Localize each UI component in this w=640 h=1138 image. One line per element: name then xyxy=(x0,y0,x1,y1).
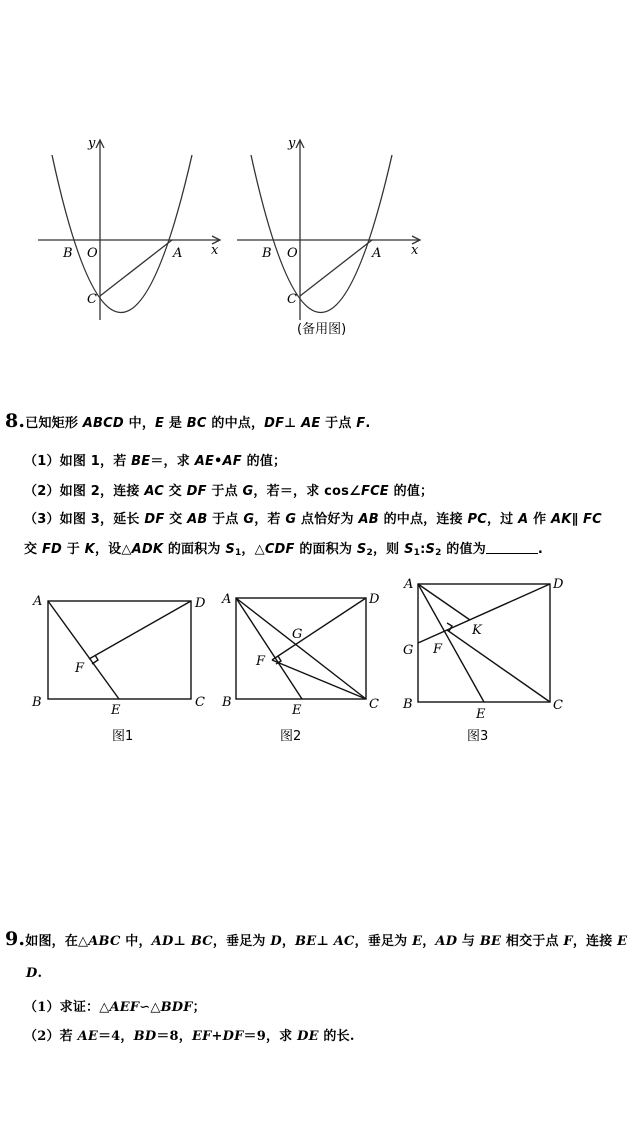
label-c: C xyxy=(87,292,97,307)
label-k: K xyxy=(472,623,482,638)
question-number: 9. xyxy=(5,928,26,950)
label-g: G xyxy=(403,643,414,658)
label-a: A xyxy=(33,594,43,609)
q8-part3-line2: 交 FD 于 K，设△ADK 的面积为 $S_1$，△CDF 的面积为 $S_2$，则 $S_1:S_2$ 的值为 . xyxy=(24,542,544,558)
q8-stem: 8.已知矩形 ABCD 中，E 是 BC 的中点，DF⊥ AE 于点 F. xyxy=(5,410,371,432)
figure-2-labels xyxy=(221,592,380,744)
segment-fc xyxy=(447,630,550,702)
label-o: O xyxy=(287,246,298,261)
parabola-curve xyxy=(52,155,192,313)
label-b: B xyxy=(222,695,232,710)
label-c: C xyxy=(287,292,297,307)
label-b: B xyxy=(262,246,272,261)
segment-ae xyxy=(236,598,302,699)
answer-blank xyxy=(486,542,538,554)
segment-ak xyxy=(418,584,470,620)
q9-part1: （1）求证：△AEF∽△BDF； xyxy=(24,1000,206,1015)
graph-left xyxy=(38,140,220,320)
q9-stem-line2: D. xyxy=(26,966,43,981)
q9-part2: （2）若 AE＝4，BD＝8，EF+DF＝9，求 DE 的长. xyxy=(24,1029,355,1044)
graph-left-labels xyxy=(62,136,219,307)
figure-3-labels xyxy=(402,577,564,744)
label-e: E xyxy=(111,703,121,718)
label-x: x xyxy=(411,243,419,258)
graph-right xyxy=(237,140,420,320)
label-f: F xyxy=(256,654,266,669)
figure-1 xyxy=(48,601,191,699)
backup-caption: (备用图) xyxy=(297,322,347,337)
label-a: A xyxy=(372,246,382,261)
segment-ae xyxy=(418,584,484,702)
figure-3-caption: 图3 xyxy=(467,729,489,744)
label-d: D xyxy=(195,596,206,611)
label-e: E xyxy=(476,707,486,722)
label-e: E xyxy=(292,703,302,718)
segment-ca xyxy=(100,240,172,296)
label-c: C xyxy=(369,697,379,712)
figure-1-caption: 图1 xyxy=(112,729,134,744)
segment-df xyxy=(89,601,191,659)
label-a: A xyxy=(173,246,183,261)
segment-ae xyxy=(48,601,119,699)
segment-fc xyxy=(272,660,366,699)
figure-2-caption: 图2 xyxy=(280,729,302,744)
q8-part3-line1: （3）如图 3，延长 DF 交 AB 于点 G，若 G 点恰好为 AB 的中点，连接 PC，过 A 作 AK∥ FC xyxy=(24,512,602,527)
label-c: C xyxy=(195,695,205,710)
graph-right-labels xyxy=(261,136,419,337)
label-b: B xyxy=(32,695,42,710)
parabola-figures xyxy=(0,130,640,345)
label-d: D xyxy=(369,592,380,607)
q8-part2: （2）如图 2，连接 AC 交 DF 于点 G，若＝，求 cos∠FCE 的值； xyxy=(24,484,434,499)
label-x: x xyxy=(211,243,219,258)
segment-df xyxy=(272,598,366,660)
label-d: D xyxy=(553,577,564,592)
label-a: A xyxy=(404,577,414,592)
label-g: G xyxy=(292,627,303,642)
question-number: 8. xyxy=(5,410,26,432)
figure-1-labels xyxy=(31,594,206,744)
label-b: B xyxy=(63,246,73,261)
label-c: C xyxy=(553,698,563,713)
label-f: F xyxy=(75,661,85,676)
segment-ca xyxy=(300,240,372,296)
parabola-curve xyxy=(251,155,392,313)
segment-ac xyxy=(236,598,366,699)
label-y: y xyxy=(88,136,96,151)
q8-part1: （1）如图 1，若 BE＝，求 AE•AF 的值； xyxy=(24,454,287,469)
figure-2 xyxy=(236,598,366,699)
label-b: B xyxy=(403,697,413,712)
label-a: A xyxy=(222,592,232,607)
q8-figures xyxy=(0,570,640,750)
label-f: F xyxy=(433,642,443,657)
label-o: O xyxy=(87,246,98,261)
segment-gd xyxy=(418,584,550,643)
q9-stem-line1: 9.如图，在△ABC 中，AD⊥ BC，垂足为 D，BE⊥ AC，垂足为 E，AD 与 BE 相交于点 F，连接 E xyxy=(5,928,628,950)
label-y: y xyxy=(288,136,296,151)
rectangle-abcd xyxy=(48,601,191,699)
